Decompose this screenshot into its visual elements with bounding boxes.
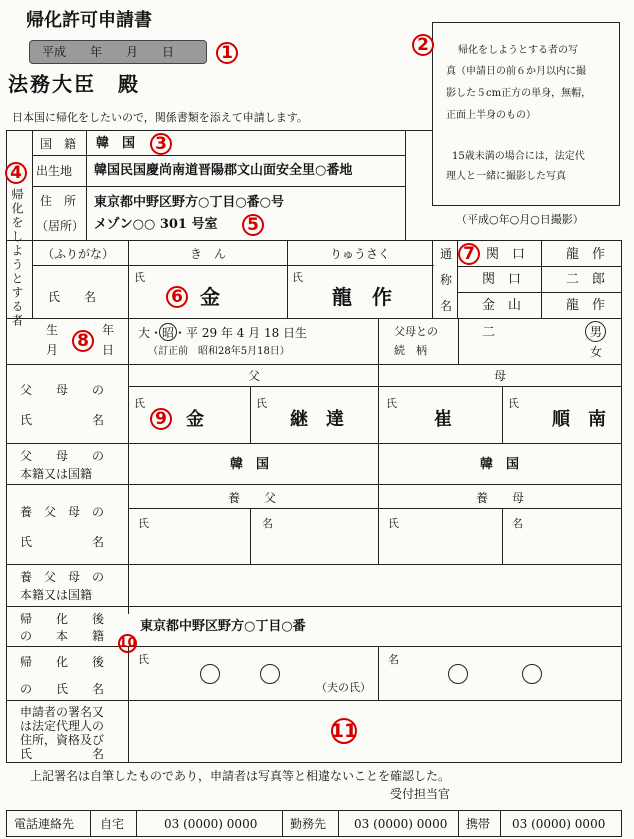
marker-9: 9 xyxy=(150,408,172,430)
birth-char-2: 月 xyxy=(46,343,59,357)
adoptive-father-surname-mark: 氏 xyxy=(138,517,149,530)
birth-char-3: 年 xyxy=(102,323,115,337)
mobile-label: 携帯 xyxy=(466,817,491,831)
alias-3-surname[interactable]: 金 山 xyxy=(482,298,522,313)
after-surname-mark: 氏 xyxy=(138,653,149,666)
birth-era-circle xyxy=(159,323,177,341)
sex-female[interactable]: 女 xyxy=(590,345,603,359)
marker-4: 4 xyxy=(5,162,27,184)
marker-8: 8 xyxy=(72,330,94,352)
birth-char-1: 生 xyxy=(46,323,59,337)
after-reg-label-2: の 本 籍 xyxy=(20,629,105,643)
form-title: 帰化許可申請書 xyxy=(26,10,152,31)
mother-registry[interactable]: 韓 国 xyxy=(480,457,520,472)
husband-surname-label: （夫の氏） xyxy=(316,681,371,694)
minister-heading: 法務大臣 殿 xyxy=(8,72,140,96)
date-field[interactable] xyxy=(29,40,207,64)
photo-text-2: 真（申請日の前６か月以内に撮 xyxy=(446,66,586,77)
surname-mark: 氏 xyxy=(134,271,145,284)
relation-label-1: 父母との xyxy=(394,325,438,338)
father-surname-mark: 氏 xyxy=(134,397,145,410)
work-phone[interactable]: 03 (0000) 0000 xyxy=(354,817,448,831)
parents-name-label-2: 氏 名 xyxy=(20,413,105,427)
after-registered-domicile[interactable]: 東京都中野区野方○丁目○番 xyxy=(140,619,306,634)
officer-label: 受付担当官 xyxy=(390,787,451,801)
applicant-surname[interactable]: 金 xyxy=(200,285,220,309)
marker-1: 1 xyxy=(216,42,238,64)
nationality-label: 国 籍 xyxy=(40,137,77,151)
sig-label-2: は法定代理人の xyxy=(20,719,105,733)
adoptive-father-given-mark: 名 xyxy=(262,517,273,530)
alias-2-given[interactable]: 二 郎 xyxy=(566,272,606,287)
applicant-given-name[interactable]: 龍 作 xyxy=(332,285,392,309)
photo-child-1: 15歳未満の場合には，法定代 xyxy=(452,151,585,162)
given-mark: 氏 xyxy=(292,271,303,284)
adoptive-mother-header: 養 母 xyxy=(476,491,525,505)
signature-field[interactable] xyxy=(130,702,620,760)
mother-surname[interactable]: 崔 xyxy=(434,409,452,430)
photo-date-caption: （平成○年○月○日撮影） xyxy=(456,213,584,226)
after-surname-char-2[interactable] xyxy=(260,664,280,684)
sex-male-circle xyxy=(585,321,606,342)
mother-surname-mark: 氏 xyxy=(386,397,397,410)
sig-label-4: 氏 名 xyxy=(20,747,105,761)
father-header: 父 xyxy=(248,369,261,383)
after-surname-char-1[interactable] xyxy=(200,664,220,684)
mother-header: 母 xyxy=(494,369,507,383)
father-surname[interactable]: 金 xyxy=(186,409,204,430)
birth-char-4: 日 xyxy=(102,343,115,357)
confirm-text: 上記署名は自筆したものであり，申請者は写真等と相違ないことを確認した。 xyxy=(30,769,451,783)
alias-char-1: 通 xyxy=(440,247,453,261)
adoptive-name-label-1: 養 父 母 の xyxy=(20,505,105,519)
after-name-label-1: 帰 化 後 xyxy=(20,655,105,669)
marker-2: 2 xyxy=(412,34,434,56)
relation-label-2: 続 柄 xyxy=(394,344,427,357)
mother-given[interactable]: 順 南 xyxy=(552,409,606,430)
adoptive-name-label-2: 氏 名 xyxy=(20,535,105,549)
mobile-phone[interactable]: 03 (0000) 0000 xyxy=(512,817,606,831)
adoptive-mother-surname-mark: 氏 xyxy=(388,517,399,530)
alias-2-surname[interactable]: 関 口 xyxy=(482,272,522,287)
alias-char-3: 名 xyxy=(440,299,453,313)
mother-given-mark: 氏 xyxy=(508,397,519,410)
furigana-surname[interactable]: き ん xyxy=(190,247,227,261)
home-label: 自宅 xyxy=(100,817,125,831)
furigana-label: （ふりがな） xyxy=(42,247,115,261)
address-line2[interactable]: メゾン○○ 301 号室 xyxy=(94,217,218,232)
phone-contact-label: 電話連絡先 xyxy=(14,817,75,831)
address-line1[interactable]: 東京都中野区野方○丁目○番○号 xyxy=(94,195,285,210)
marker-10: 10 xyxy=(118,636,137,651)
name-label: 氏 名 xyxy=(48,290,97,304)
intro-text: 日本国に帰化をしたいので，関係書類を添えて申請します。 xyxy=(12,111,308,124)
after-name-label-2: の 氏 名 xyxy=(20,682,105,696)
alias-3-given[interactable]: 龍 作 xyxy=(566,298,606,313)
work-label: 勤務先 xyxy=(290,817,327,831)
birth-correction: （訂正前 昭和28年5月18日） xyxy=(148,346,290,357)
photo-text-1: 帰化をしようとする者の写 xyxy=(458,45,578,56)
photo-text-4: 正面上半身のもの） xyxy=(446,110,536,121)
birthplace-label: 出生地 xyxy=(36,164,73,178)
after-given-mark: 名 xyxy=(388,653,399,666)
sig-label-3: 住所，資格及び xyxy=(20,733,105,747)
alias-1-surname[interactable]: 関 口 xyxy=(486,247,526,262)
marker-3: 3 xyxy=(150,133,172,155)
alias-1-given[interactable]: 龍 作 xyxy=(566,247,606,262)
parents-reg-label-1: 父 母 の xyxy=(20,449,105,463)
father-registry[interactable]: 韓 国 xyxy=(230,457,270,472)
adoptive-father-header: 養 父 xyxy=(228,491,277,505)
adoptive-reg-label-2: 本籍又は国籍 xyxy=(20,588,93,602)
after-given-char-1[interactable] xyxy=(448,664,468,684)
date-text: 平成 年 月 日 xyxy=(42,45,175,59)
sig-label-1: 申請者の署名又 xyxy=(20,705,105,719)
home-phone[interactable]: 03 (0000) 0000 xyxy=(164,817,258,831)
relation-order[interactable]: 二 xyxy=(482,325,496,340)
marker-7: 7 xyxy=(458,243,480,265)
marker-11: 11 xyxy=(331,718,357,744)
parents-reg-label-2: 本籍又は国籍 xyxy=(20,467,93,481)
marker-5: 5 xyxy=(242,214,264,236)
photo-child-2: 理人と一緒に撮影した写真 xyxy=(446,171,566,182)
parents-name-label-1: 父 母 の xyxy=(20,383,105,397)
alias-char-2: 称 xyxy=(440,273,453,287)
address-label: 住 所 xyxy=(40,194,77,208)
sex-male[interactable]: 男 xyxy=(590,325,603,339)
marker-6: 6 xyxy=(166,286,188,308)
furigana-given[interactable]: りゅうさく xyxy=(330,247,391,261)
after-reg-label-1: 帰 化 後 xyxy=(20,612,105,626)
adoptive-reg-label-1: 養 父 母 の xyxy=(20,570,105,584)
birth-date[interactable]: 大・昭・平 29 年 4 月 18 日生 xyxy=(138,326,308,340)
applicant-side-label: 帰化をしようとする者 xyxy=(10,188,24,328)
nationality-value[interactable]: 韓 国 xyxy=(96,136,136,151)
father-given[interactable]: 継 達 xyxy=(290,409,344,430)
birthplace-value[interactable]: 韓国民国慶尚南道晋陽郡文山面安全里○番地 xyxy=(94,163,353,178)
after-given-char-2[interactable] xyxy=(522,664,542,684)
adoptive-mother-given-mark: 名 xyxy=(512,517,523,530)
father-given-mark: 氏 xyxy=(256,397,267,410)
photo-text-3: 影した５cm正方の単身，無帽， xyxy=(446,88,592,99)
residence-label: （居所） xyxy=(36,219,85,233)
